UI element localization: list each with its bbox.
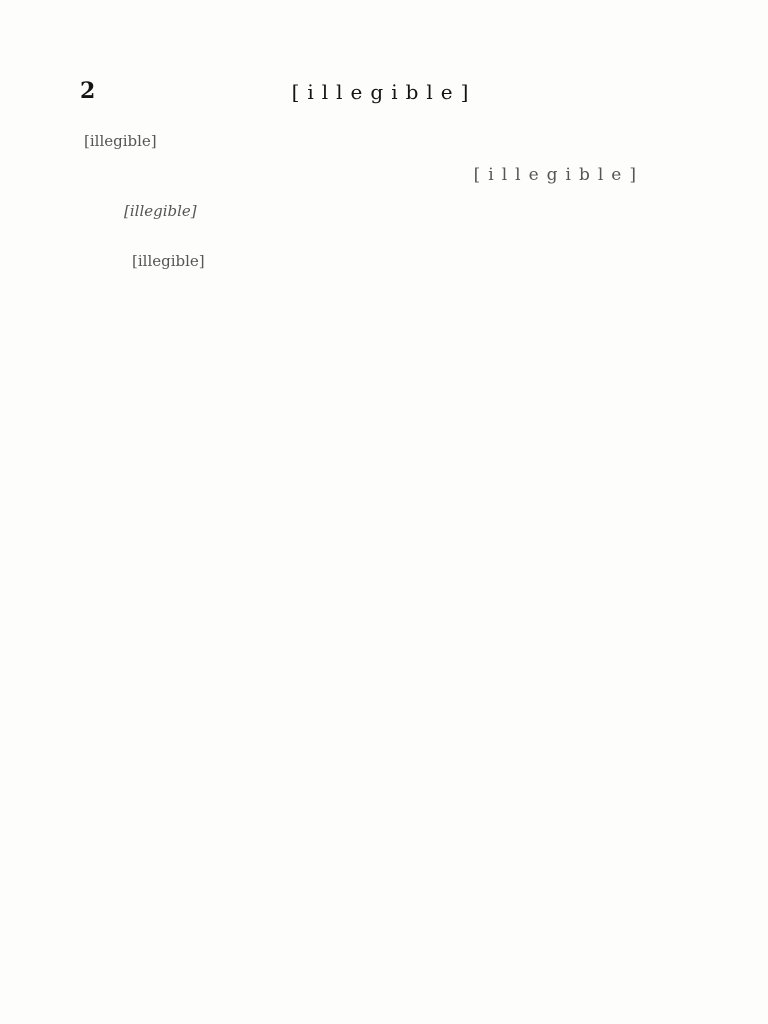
verse: [illegible]	[124, 202, 197, 220]
body-text	[84, 128, 644, 282]
main-paragraph: [illegible]	[132, 252, 205, 270]
running-title: [illegible]	[291, 80, 477, 104]
intro-paragraph: [illegible]	[84, 132, 157, 150]
section-heading: [illegible]	[473, 165, 644, 185]
page-number: 2	[80, 78, 97, 104]
